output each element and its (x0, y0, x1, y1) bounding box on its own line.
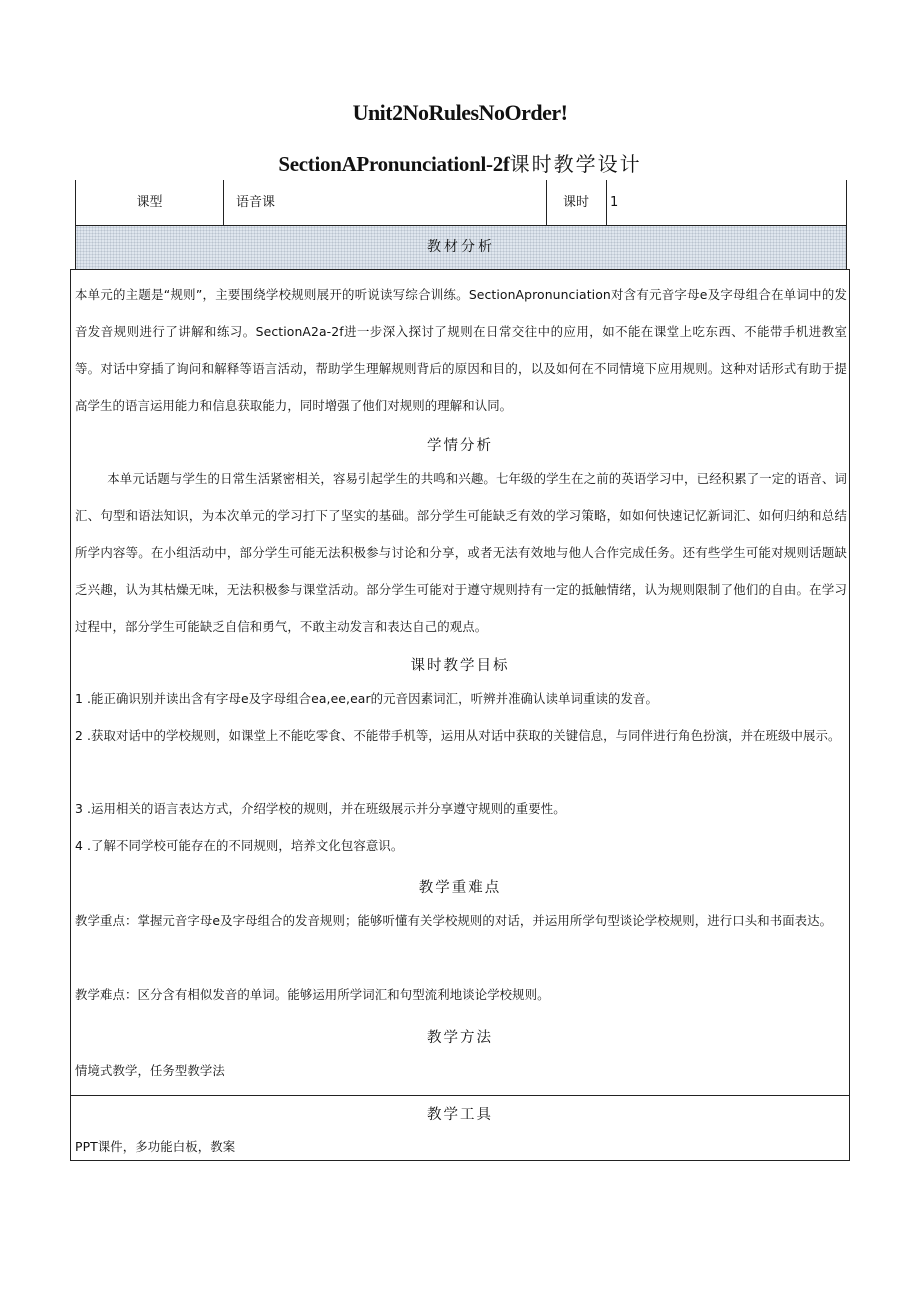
tools-heading: 教学工具 (427, 1107, 493, 1123)
learner-analysis-heading: 学情分析 (427, 438, 493, 454)
methods-heading: 教学方法 (427, 1030, 493, 1046)
textbook-analysis-heading: 教材分析 (75, 226, 847, 269)
tools-text: PPT课件，多功能白板，教案 (75, 1139, 236, 1154)
lesson-period-label: 课时 (562, 195, 589, 210)
subtitle-chinese: 课时教学设计 (509, 152, 642, 176)
objective-item: 4 .了解不同学校可能存在的不同规则，培养文化包容意识。 (75, 838, 404, 853)
objectives-heading: 课时教学目标 (410, 658, 510, 674)
doc-subtitle (0, 148, 920, 177)
cell-divider (223, 180, 224, 225)
key-point-text: 教学重点：掌握元音字母e及字母组合的发音规则；能够听懂有关学校规则的对话，并运用所学句型谈论学校规则，进行口头和书面表达。 (75, 913, 833, 928)
cell-divider (606, 180, 607, 225)
lesson-type-label: 课型 (136, 195, 163, 210)
objective-item: 1 .能正确识别并读出含有字母e及字母组合ea,ee,ear的元音因素词汇，听辨并准确认读单词重读的发音。 (75, 691, 658, 706)
lesson-type-value: 语音课 (236, 195, 276, 210)
subtitle-english: SectionAPronunciationl-2f (278, 152, 510, 176)
key-points-heading: 教学重难点 (418, 880, 502, 896)
objective-item: 3 .运用相关的语言表达方式，介绍学校的规则，并在班级展示并分享遵守规则的重要性。 (75, 801, 566, 816)
doc-title: Unit2NoRulesNoOrder! (352, 100, 568, 125)
lesson-period-value: 1 (610, 195, 619, 210)
textbook-analysis-text: 本单元的主题是“规则”，主要围绕学校规则展开的听说读写综合训练。SectionApronunciation对含有元音字母e及字母组合在单词中的发音发音规则进行了讲解和练习。SectionA2a-2f进一步深入探讨了规则在日常交往中的应用，如不能在课堂上吃东西、不能带手机进教室等。对话中穿插了询问和解释等语言活动，帮助学生理解规则背后的原因和目的，以及如何在不同情境下应用规则。这种对话形式有助于提高学生的语言运用能力和信息获取能力，同时增强了他们对规则的理解和认同。 (75, 287, 847, 413)
learner-analysis-text: 本单元话题与学生的日常生活紧密相关，容易引起学生的共鸣和兴趣。七年级的学生在之前的英语学习中，已经积累了一定的语音、词汇、句型和语法知识，为本次单元的学习打下了坚实的基础。部分学生可能缺乏有效的学习策略，如如何快速记忆新词汇、如何归纳和总结所学内容等。在小组活动中，部分学生可能无法积极参与讨论和分享，或者无法有效地与他人合作完成任务。还有些学生可能对规则话题缺乏兴趣，认为其枯燥无味，无法积极参与课堂活动。部分学生可能对于遵守规则持有一定的抵触情绪，认为规则限制了他们的自由。在学习过程中，部分学生可能缺乏自信和勇气，不敢主动发言和表达自己的观点。 (75, 471, 847, 634)
difficult-point-text: 教学难点：区分含有相似发音的单词。能够运用所学词汇和句型流利地谈论学校规则。 (75, 987, 550, 1002)
section-divider (70, 1095, 850, 1096)
methods-text: 情境式教学，任务型教学法 (75, 1063, 225, 1078)
lesson-info-row (75, 180, 847, 226)
objective-item: 2 .获取对话中的学校规则，如课堂上不能吃零食、不能带手机等，运用从对话中获取的关键信息，与同伴进行角色扮演，并在班级中展示。 (75, 728, 841, 743)
